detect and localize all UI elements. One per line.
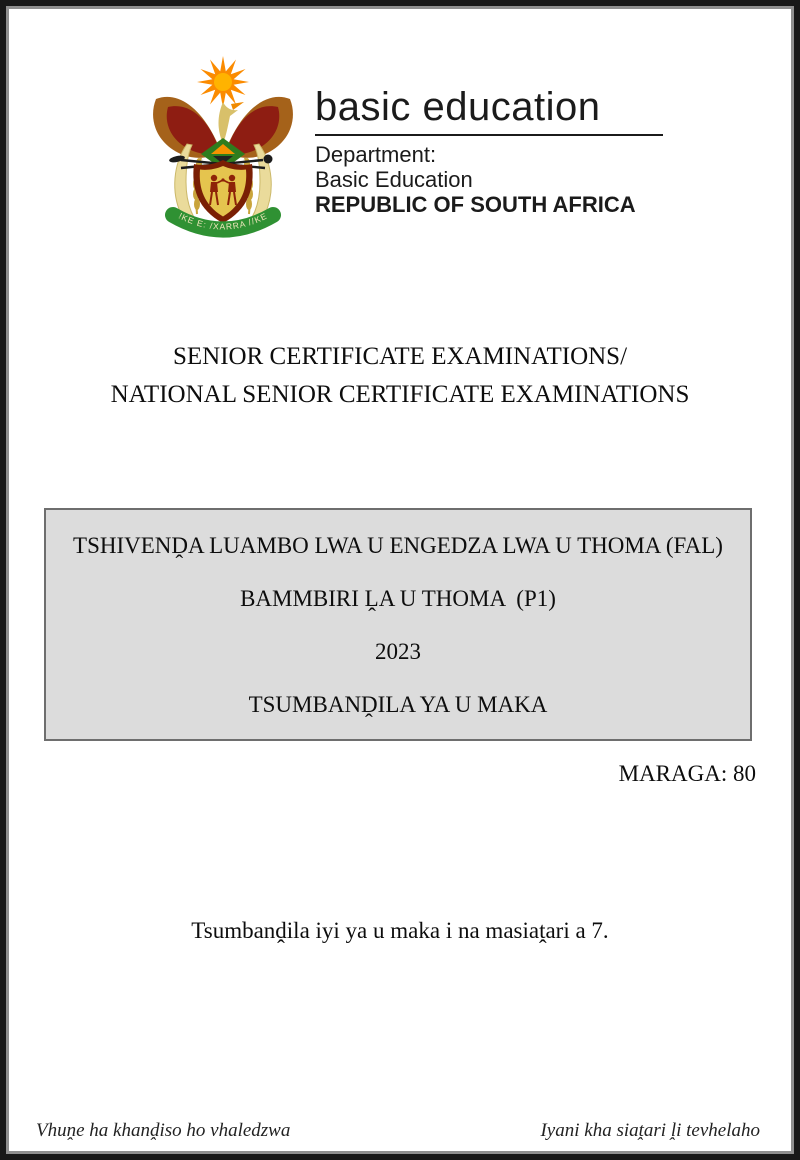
exam-year: 2023 — [375, 639, 421, 664]
page-footer — [36, 1120, 760, 1142]
wordmark: basic education — [315, 85, 601, 129]
page-count-note: Tsumbanḓila iyi ya u maka i na masiaṱari a 7. — [191, 918, 609, 943]
certificate-headings — [0, 338, 800, 414]
turn-over-instruction: Iyani kha siaṱari ḽi tevhelaho — [540, 1120, 760, 1141]
document-type: TSUMBANḒILA YA U MAKA — [248, 692, 548, 717]
marks-total: MARAGA: 80 — [618, 761, 756, 786]
copyright-notice: Vhuṋe ha khanḓiso ho vhaledzwa — [36, 1120, 291, 1141]
heading-line-2: NATIONAL SENIOR CERTIFICATE EXAMINATIONS — [110, 381, 690, 408]
sun-core — [214, 73, 232, 91]
sa-coat-of-arms-logo — [143, 52, 303, 240]
department-name: Basic Education — [315, 167, 473, 192]
country-name: REPUBLIC OF SOUTH AFRICA — [315, 192, 636, 217]
wordmark-underline — [315, 134, 663, 136]
department-label: Department: — [315, 142, 437, 167]
coat-motto-text: !KE E: /XARRA //KE — [177, 210, 269, 232]
heading-line-1: SENIOR CERTIFICATE EXAMINATIONS/ — [172, 343, 628, 370]
subject-title-box — [44, 508, 752, 741]
dbe-logo-text-block — [315, 84, 675, 217]
subject-name: TSHIVENḒA LUAMBO LWA U ENGEDZA LWA U THOMA (FAL) — [73, 533, 723, 558]
paper-name: BAMMBIRI ḼA U THOMA (P1) — [240, 586, 556, 611]
bird-beak — [231, 102, 244, 110]
